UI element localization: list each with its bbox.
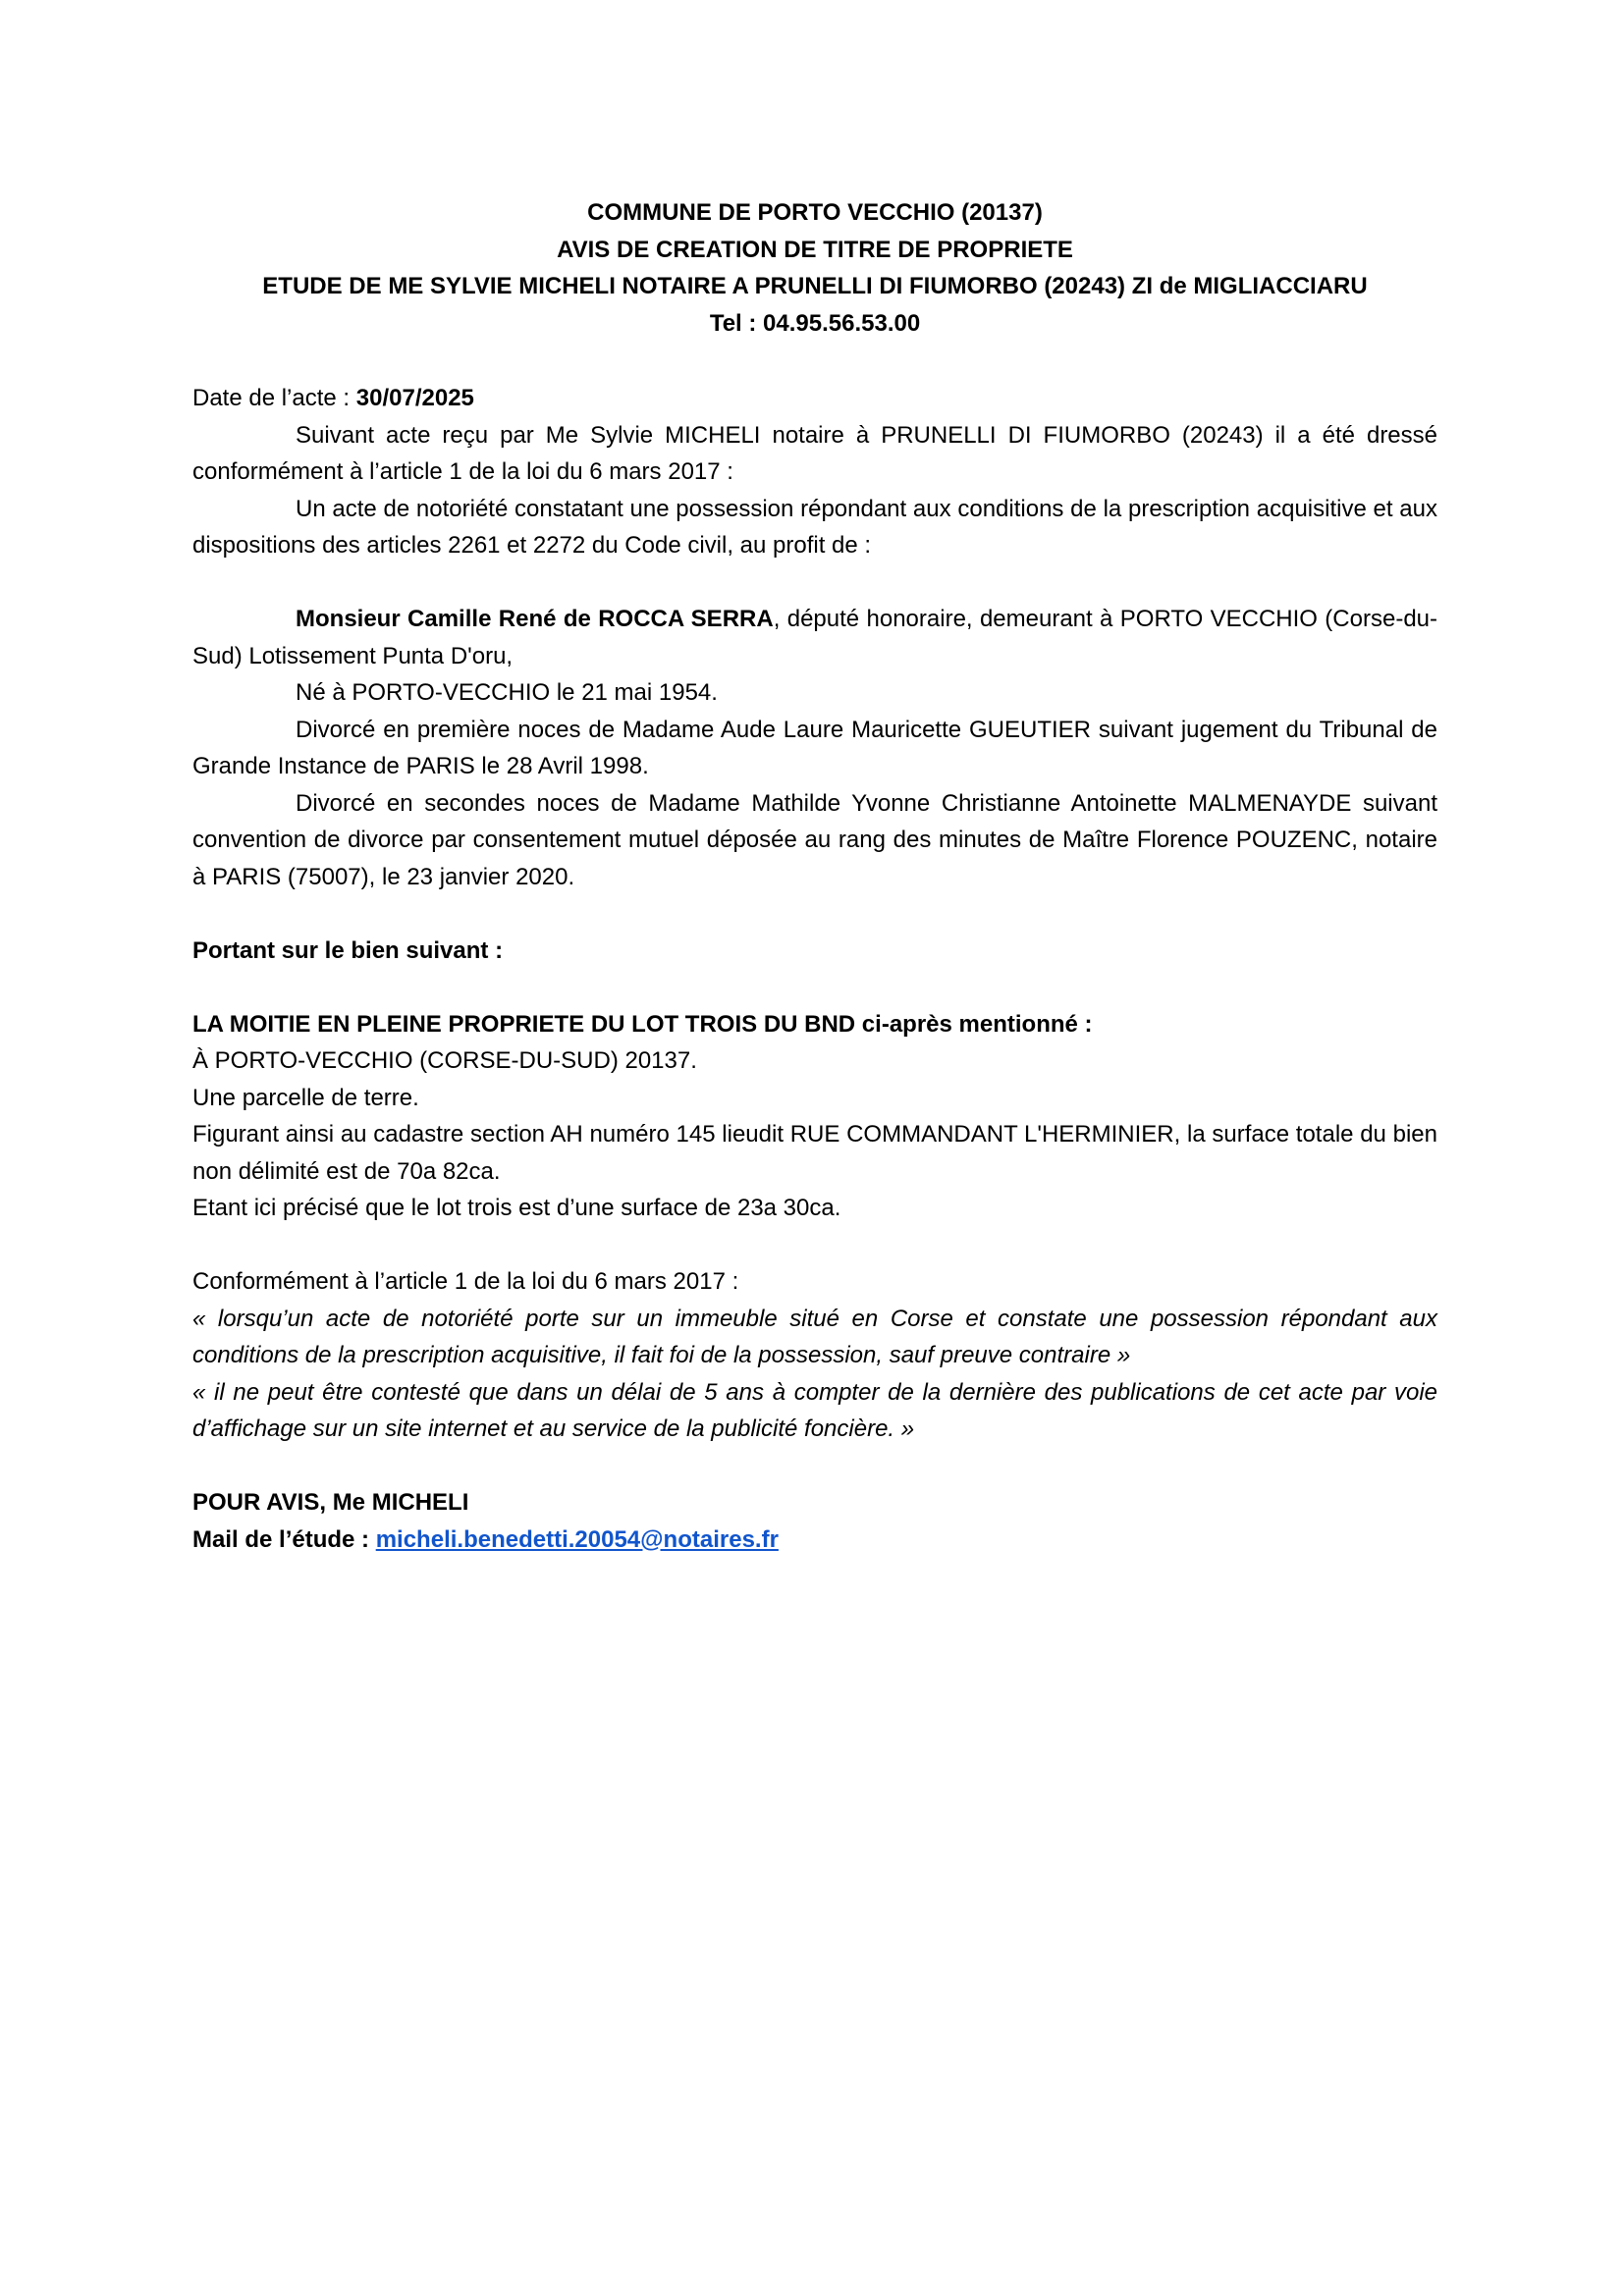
bien-parcel: Une parcelle de terre. xyxy=(192,1084,419,1111)
header-phone: Tel : 04.95.56.53.00 xyxy=(709,309,921,337)
acte-paragraph-1: Suivant acte reçu par Me Sylvie MICHELI notaire à PRUNELLI DI FIUMORBO (20243) il a été dressé conformément à l’article 1 de la loi du 6 mars 2017 : xyxy=(192,421,1437,485)
spacer xyxy=(192,1227,1437,1264)
spacer xyxy=(192,969,1437,1006)
beneficiaire-divorce-1: Divorcé en première noces de Madame Aude Laure Mauricette GUEUTIER suivant jugement du Tribunal de Grande Instance de PARIS le 28 Avril 1998. xyxy=(192,716,1437,779)
header-commune: COMMUNE DE PORTO VECCHIO (20137) xyxy=(587,199,1043,226)
acte-date-value: 30/07/2025 xyxy=(355,385,474,411)
beneficiaire-description: , député honoraire, demeurant à PORTO VECCHIO (Corse-du-Sud) Lotissement Punta D'oru, xyxy=(192,606,1438,669)
notice-body xyxy=(192,380,1437,1558)
acte-paragraph-2: Un acte de notoriété constatant une possession répondant aux conditions de la prescription acquisitive et aux dispositions des articles 2261 et 2272 du Code civil, au profit de : xyxy=(192,495,1437,559)
document-page xyxy=(192,0,1437,2296)
mail-label: Mail de l’étude : xyxy=(192,1525,376,1553)
loi-intro: Conformément à l’article 1 de la loi du 6 mars 2017 : xyxy=(192,1268,739,1295)
header-title: AVIS DE CREATION DE TITRE DE PROPRIETE xyxy=(557,236,1073,263)
loi-quote-1: « lorsqu’un acte de notoriété porte sur un immeuble situé en Corse et constate une possession répondant aux conditions de la prescription acquisitive, il fait foi de la possession, sauf preuve contraire » xyxy=(192,1305,1437,1368)
acte-date xyxy=(192,380,1437,417)
mail-link[interactable]: micheli.benedetti.20054@notaires.fr xyxy=(375,1525,779,1553)
bien-cadastre: Figurant ainsi au cadastre section AH numéro 145 lieudit RUE COMMANDANT L'HERMINIER, la surface totale du bien non délimité est de 70a 82ca. xyxy=(192,1121,1437,1185)
spacer xyxy=(192,1448,1437,1485)
bien-lot-surface: Etant ici précisé que le lot trois est d’une surface de 23a 30ca. xyxy=(192,1195,841,1221)
header-etude: ETUDE DE ME SYLVIE MICHELI NOTAIRE A PRUNELLI DI FIUMORBO (20243) ZI de MIGLIACCIARU xyxy=(262,273,1368,299)
beneficiaire-name: Monsieur Camille René de ROCCA SERRA xyxy=(296,606,774,632)
spacer xyxy=(192,564,1437,602)
signature: POUR AVIS, Me MICHELI xyxy=(192,1489,469,1516)
loi-quote-2: « il ne peut être contesté que dans un délai de 5 ans à compter de la dernière des publications de cet acte par voie d’affichage sur un site internet et au service de la publicité foncière. » xyxy=(192,1378,1437,1442)
bien-location: À PORTO-VECCHIO (CORSE-DU-SUD) 20137. xyxy=(192,1047,697,1074)
etude-mail xyxy=(192,1522,1437,1559)
beneficiaire-birth: Né à PORTO-VECCHIO le 21 mai 1954. xyxy=(296,679,718,706)
lot-heading: LA MOITIE EN PLEINE PROPRIETE DU LOT TROIS DU BND ci-après mentionné : xyxy=(192,1010,1093,1038)
spacer xyxy=(192,895,1437,933)
notice-header xyxy=(192,194,1437,342)
beneficiaire-divorce-2: Divorcé en secondes noces de Madame Mathilde Yvonne Christianne Antoinette MALMENAYDE suivant convention de divorce par consentement mutuel déposée au rang des minutes de Maître Florence POUZENC, notaire à PARIS (75007), le 23 janvier 2020. xyxy=(192,789,1437,890)
acte-date-label: Date de l’acte : xyxy=(192,385,356,411)
beneficiaire-identity xyxy=(192,601,1437,674)
bien-heading: Portant sur le bien suivant : xyxy=(192,936,504,964)
